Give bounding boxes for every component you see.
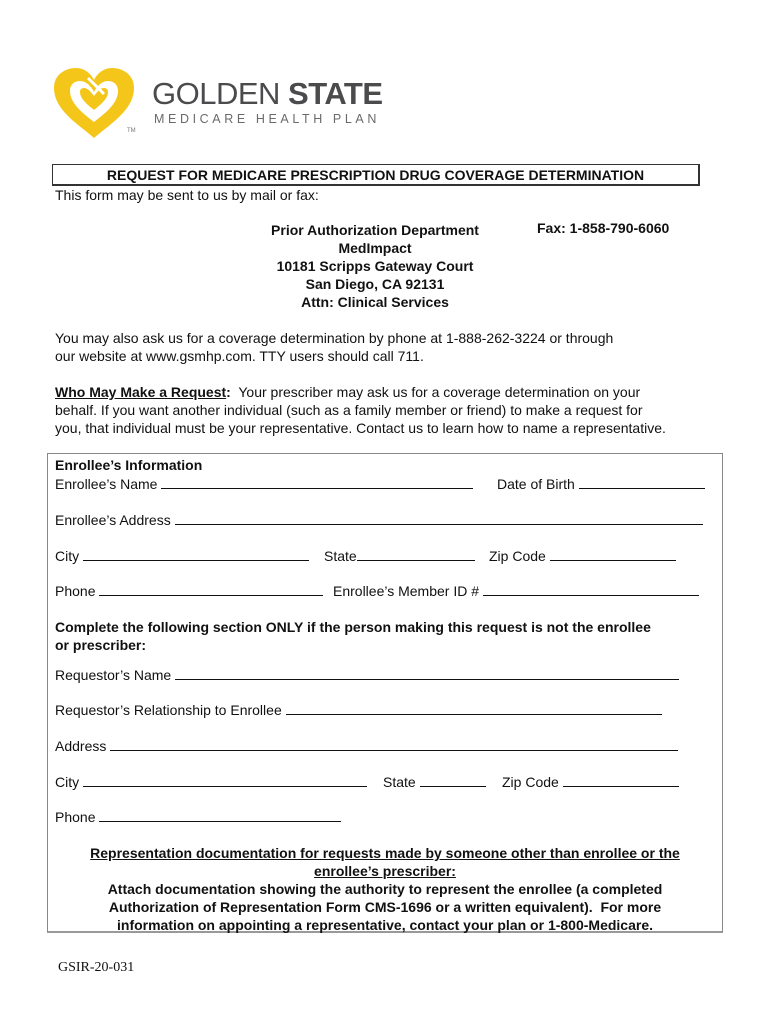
fax-number: Fax: 1-858-790-6060 (537, 220, 670, 236)
enrollee-address-label: Enrollee’s Address (55, 512, 171, 528)
requestor-zip-field[interactable] (563, 772, 679, 787)
requestor-zip-label: Zip Code (502, 774, 559, 790)
brand-name (152, 76, 383, 112)
phone-paragraph-line: our website at www.gsmhp.com. TTY users should call 711. (55, 348, 424, 364)
member-id-row (333, 581, 699, 600)
brand-name-light: GOLDEN (152, 76, 289, 111)
enrollee-name-row (55, 474, 473, 493)
requestor-city-label: City (55, 774, 80, 790)
relationship-field[interactable] (286, 700, 662, 715)
who-text: Your prescriber may ask us for a coverage determination on your (230, 384, 641, 400)
requestor-city-field[interactable] (83, 772, 367, 787)
representation-heading: enrollee’s prescriber: (314, 863, 456, 879)
enrollee-address-row (55, 510, 703, 529)
trademark-mark: TM (127, 128, 136, 134)
who-paragraph-line (55, 383, 640, 401)
enrollee-zip-field[interactable] (550, 546, 676, 561)
requestor-name-label: Requestor’s Name (55, 667, 172, 683)
member-id-label: Enrollee’s Member ID # (333, 583, 480, 599)
enrollee-name-label: Enrollee’s Name (55, 476, 158, 492)
member-id-field[interactable] (483, 581, 699, 596)
enrollee-zip-row (489, 546, 676, 565)
requestor-state-field[interactable] (420, 772, 486, 787)
who-paragraph-line: you, that individual must be your representative. Contact us to learn how to name a representative. (55, 420, 666, 436)
form-title: REQUEST FOR MEDICARE PRESCRIPTION DRUG COVERAGE DETERMINATION (52, 164, 700, 186)
enrollee-address-field[interactable] (175, 510, 703, 525)
requestor-city-row (55, 772, 367, 791)
address-line: 10181 Scripps Gateway Court (276, 258, 474, 274)
address-line: MedImpact (338, 240, 412, 256)
requestor-phone-field[interactable] (99, 807, 341, 822)
mail-address-block (240, 221, 510, 311)
enrollee-name-field[interactable] (161, 474, 473, 489)
enrollee-state-label: State (324, 548, 357, 564)
address-line: Attn: Clinical Services (301, 294, 449, 310)
brand-tagline: MEDICARE HEALTH PLAN (154, 112, 380, 126)
representation-body-line: information on appointing a representative, contact your plan or 1-800-Medicare. (117, 917, 653, 933)
representation-body-line: Attach documentation showing the authority to represent the enrollee (a completed (107, 881, 663, 897)
phone-paragraph-line: You may also ask us for a coverage determination by phone at 1-888-262-3224 or through (55, 330, 614, 346)
relationship-row (55, 700, 662, 719)
requestor-phone-label: Phone (55, 809, 96, 825)
who-paragraph-line: behalf. If you want another individual (such as a family member or friend) to make a request for (55, 402, 643, 418)
relationship-label: Requestor’s Relationship to Enrollee (55, 702, 282, 718)
requestor-name-field[interactable] (175, 665, 679, 680)
enrollee-state-row (324, 546, 475, 565)
requestor-address-row (55, 736, 678, 755)
requestor-phone-row (55, 807, 341, 826)
enrollee-state-field[interactable] (357, 546, 475, 561)
enrollee-city-field[interactable] (83, 546, 309, 561)
requestor-address-label: Address (55, 738, 107, 754)
address-line: Prior Authorization Department (271, 222, 479, 238)
requestor-name-row (55, 665, 679, 684)
requestor-heading: Complete the following section ONLY if the person making this request is not the enrollee (55, 619, 651, 635)
representation-block (55, 844, 715, 934)
representation-body-line: Authorization of Representation Form CMS-1696 or a written equivalent). For more (108, 899, 662, 915)
brand-name-bold: STATE (288, 76, 383, 111)
enrollee-city-label: City (55, 548, 80, 564)
who-heading-colon: : (226, 384, 231, 400)
form-code: GSIR-20-031 (58, 960, 135, 975)
who-heading: Who May Make a Request (55, 384, 227, 400)
enrollee-zip-label: Zip Code (489, 548, 546, 564)
dob-label: Date of Birth (497, 476, 575, 492)
dob-row (497, 474, 705, 493)
requestor-state-label: State (383, 774, 416, 790)
enrollee-phone-field[interactable] (99, 581, 323, 596)
dob-field[interactable] (579, 474, 705, 489)
requestor-zip-row (502, 772, 679, 791)
form-intro: This form may be sent to us by mail or fax: (55, 187, 319, 203)
requestor-address-field[interactable] (110, 736, 678, 751)
representation-heading: Representation documentation for requests made by someone other than enrollee or the (90, 845, 680, 861)
enrollee-info-heading: Enrollee’s Information (55, 457, 203, 473)
enrollee-phone-label: Phone (55, 583, 96, 599)
requestor-state-row (383, 772, 486, 791)
requestor-heading: or prescriber: (55, 637, 147, 653)
address-line: San Diego, CA 92131 (305, 276, 445, 292)
enrollee-city-row (55, 546, 309, 565)
enrollee-phone-row (55, 581, 323, 600)
